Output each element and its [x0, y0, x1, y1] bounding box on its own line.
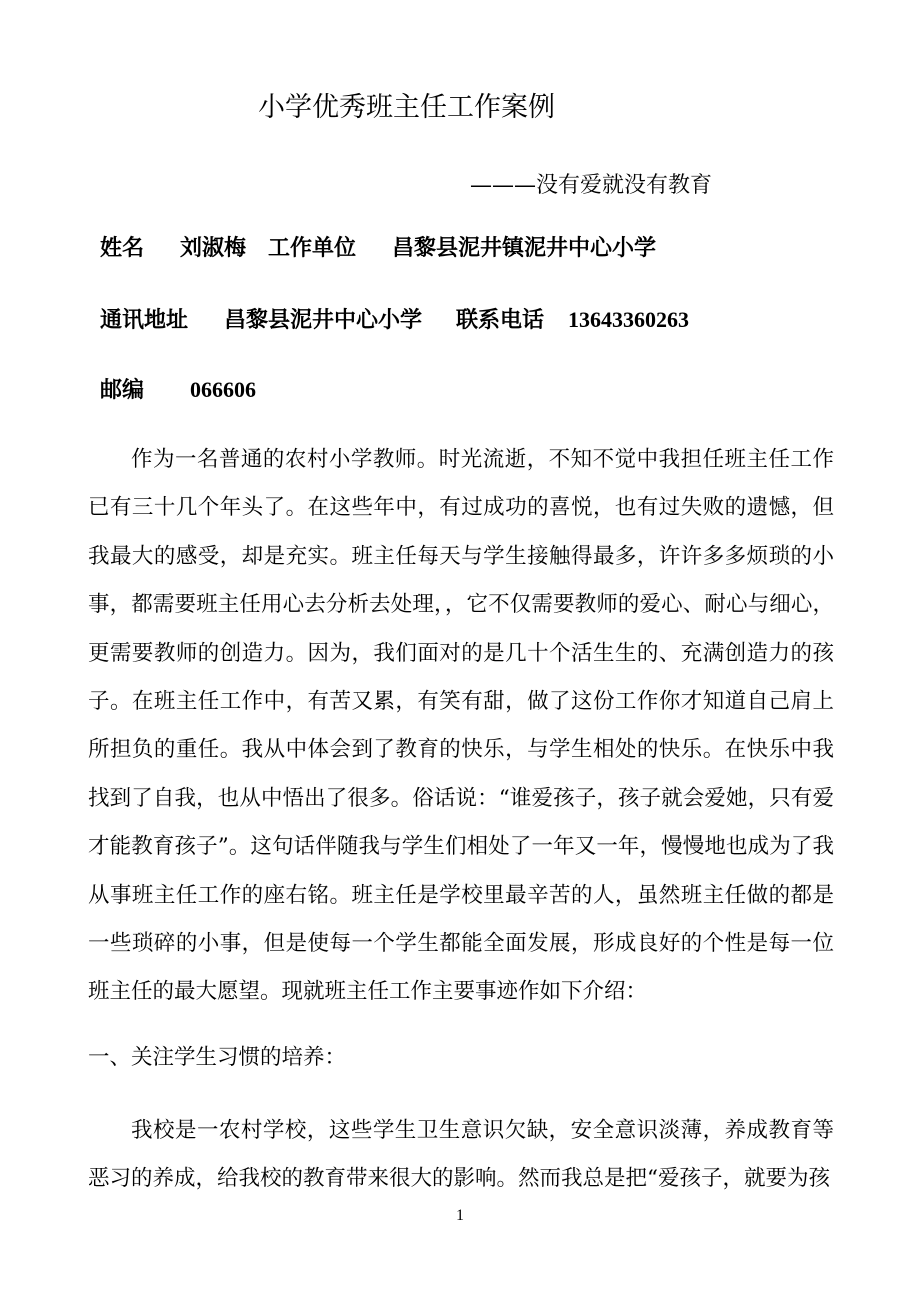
- phone-value: 13643360263: [568, 307, 690, 332]
- page-number: 1: [456, 1207, 464, 1224]
- info-row-name-unit: [100, 230, 656, 266]
- info-row-postcode: [100, 372, 256, 408]
- address-label: 通讯地址: [100, 307, 189, 333]
- unit-value: 昌黎县泥井镇泥井中心小学: [392, 235, 657, 261]
- section-heading-1: 一、关注学生习惯的培养：: [88, 1045, 347, 1070]
- paragraph-section-1: 我校是一农村学校，这些学生卫生意识欠缺，安全意识淡薄，养成教育等恶习的养成，给我校的教育带来很大的影响。然而我总是把“爱孩子，就要为孩: [88, 1118, 834, 1192]
- document-title: 小学优秀班主任工作案例: [258, 92, 555, 123]
- unit-label: 工作单位: [268, 235, 357, 261]
- paragraph-intro: 作为一名普通的农村小学教师。时光流逝，不知不觉中我担任班主任工作已有三十几个年头了。在这些年中，有过成功的喜悦，也有过失败的遗憾，但我最大的感受，却是充实。班主任每天与学生接触得最多，许许多多烦琐的小事，都需要班主任用心去分析去处理，，它不仅需要教师的爱心、耐心与细心，更需要教师的创造力。因为，我们面对的是几十个活生生的、充满创造力的孩子。在班主任工作中，有苦又累，有笑有甜，做了这份工作你才知道自己肩上所担负的重任。我从中体会到了教育的快乐，与学生相处的快乐。在快乐中我找到了自我，也从中悟出了很多。俗话说：“谁爱孩子，孩子就会爱她，只有爱才能教育孩子”。这句话伴随我与学生们相处了一年又一年，慢慢地也成为了我从事班主任工作的座右铭。班主任是学校里最辛苦的人，虽然班主任做的都是一些琐碎的小事，但是使每一个学生都能全面发展，形成良好的个性是每一位班主任的最大愿望。现就班主任工作主要事迹作如下介绍：: [88, 447, 834, 1005]
- address-value: 昌黎县泥井中心小学: [224, 307, 423, 333]
- phone-label: 联系电话: [456, 307, 545, 333]
- name-label: 姓名: [100, 235, 145, 261]
- postcode-label: 邮编: [100, 377, 145, 403]
- document-subtitle: ———没有爱就没有教育: [470, 173, 713, 198]
- info-row-address-phone: [100, 302, 689, 338]
- name-value: 刘淑梅: [180, 235, 247, 261]
- postcode-value: 066606: [190, 377, 257, 402]
